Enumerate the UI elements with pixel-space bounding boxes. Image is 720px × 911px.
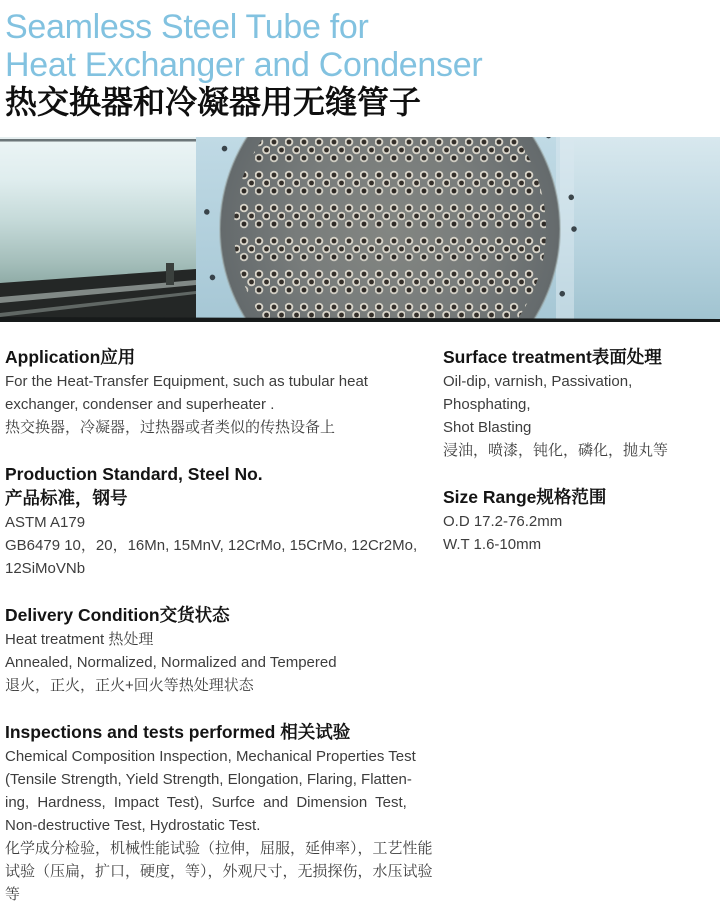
page-header xyxy=(0,0,720,121)
text-line: GB6479 10，20，16Mn, 15MnV, 12CrMo, 15CrMo, 12Cr2Mo, xyxy=(5,537,418,554)
text-line: O.D 17.2-76.2mm xyxy=(443,513,563,530)
section-surface-treatment xyxy=(443,346,716,462)
section-heading: Size Range规格范围 xyxy=(443,487,607,507)
right-column xyxy=(443,346,716,906)
section-size-range xyxy=(443,486,716,556)
text-line: Shot Blasting xyxy=(443,419,532,436)
page-title-english-line1: Seamless Steel Tube for xyxy=(5,8,369,46)
section-heading: Surface treatment表面处理 xyxy=(443,347,662,367)
text-line: Annealed, Normalized, Normalized and Tempered xyxy=(5,654,337,671)
text-line: 退火，正火，正火+回火等热处理状态 xyxy=(5,677,254,694)
text-line: 等 xyxy=(5,886,21,903)
section-heading: Inspections and tests performed 相关试验 xyxy=(5,722,351,742)
section-heading: Delivery Condition交货状态 xyxy=(5,605,230,625)
section-application xyxy=(5,346,443,439)
section-heading: Application应用 xyxy=(5,347,136,367)
text-line: 12SiMoVNb xyxy=(5,560,86,577)
section-heading: Production Standard, Steel No. xyxy=(5,464,263,484)
heat-exchanger-photo xyxy=(0,137,720,322)
text-line: For the Heat-Transfer Equipment, such as tubular heat xyxy=(5,373,368,390)
text-line: 浸油，喷漆，钝化，磷化，抛丸等 xyxy=(443,442,669,459)
tube-holes-grid xyxy=(234,137,546,322)
page-title-english-line2: Heat Exchanger and Condenser xyxy=(5,46,483,84)
text-line: Heat treatment 热处理 xyxy=(5,631,154,648)
text-line: 试验（压扁，扩口，硬度，等），外观尺寸，无损探伤，水压试验 xyxy=(5,863,433,880)
support-stand xyxy=(166,263,174,285)
text-line: Chemical Composition Inspection, Mechanical Properties Test xyxy=(5,748,416,765)
text-line: 化学成分检验，机械性能试验（拉伸，屈服，延伸率），工艺性能 xyxy=(5,840,433,857)
text-line: W.T 1.6-10mm xyxy=(443,536,542,553)
heat-exchanger-photo-graphic xyxy=(0,137,720,322)
text-line: Non-destructive Test, Hydrostatic Test. xyxy=(5,817,261,834)
section-delivery-condition xyxy=(5,604,443,697)
text-line: (Tensile Strength, Yield Strength, Elongation, Flaring, Flatten- xyxy=(5,771,412,788)
page-title-english xyxy=(5,8,712,84)
text-line: exchanger, condenser and superheater . xyxy=(5,396,275,413)
text-line: 热交换器，冷凝器，过热器或者类似的传热设备上 xyxy=(5,419,336,436)
text-line: ing, Hardness, Impact Test), Surfce and Dimension Test, xyxy=(5,794,407,811)
channel-box-side xyxy=(560,137,720,322)
text-line: Oil-dip, varnish, Passivation, Phosphating, xyxy=(443,373,633,413)
content-columns xyxy=(0,346,720,906)
photo-top-edge xyxy=(0,139,196,142)
page-title-chinese: 热交换器和冷凝器用无缝管子 xyxy=(5,84,422,120)
section-inspections xyxy=(5,721,443,906)
section-heading-chinese: 产品标准，钢号 xyxy=(5,488,128,508)
text-line: ASTM A179 xyxy=(5,514,86,531)
left-column xyxy=(5,346,443,906)
section-production-standard xyxy=(5,463,443,580)
